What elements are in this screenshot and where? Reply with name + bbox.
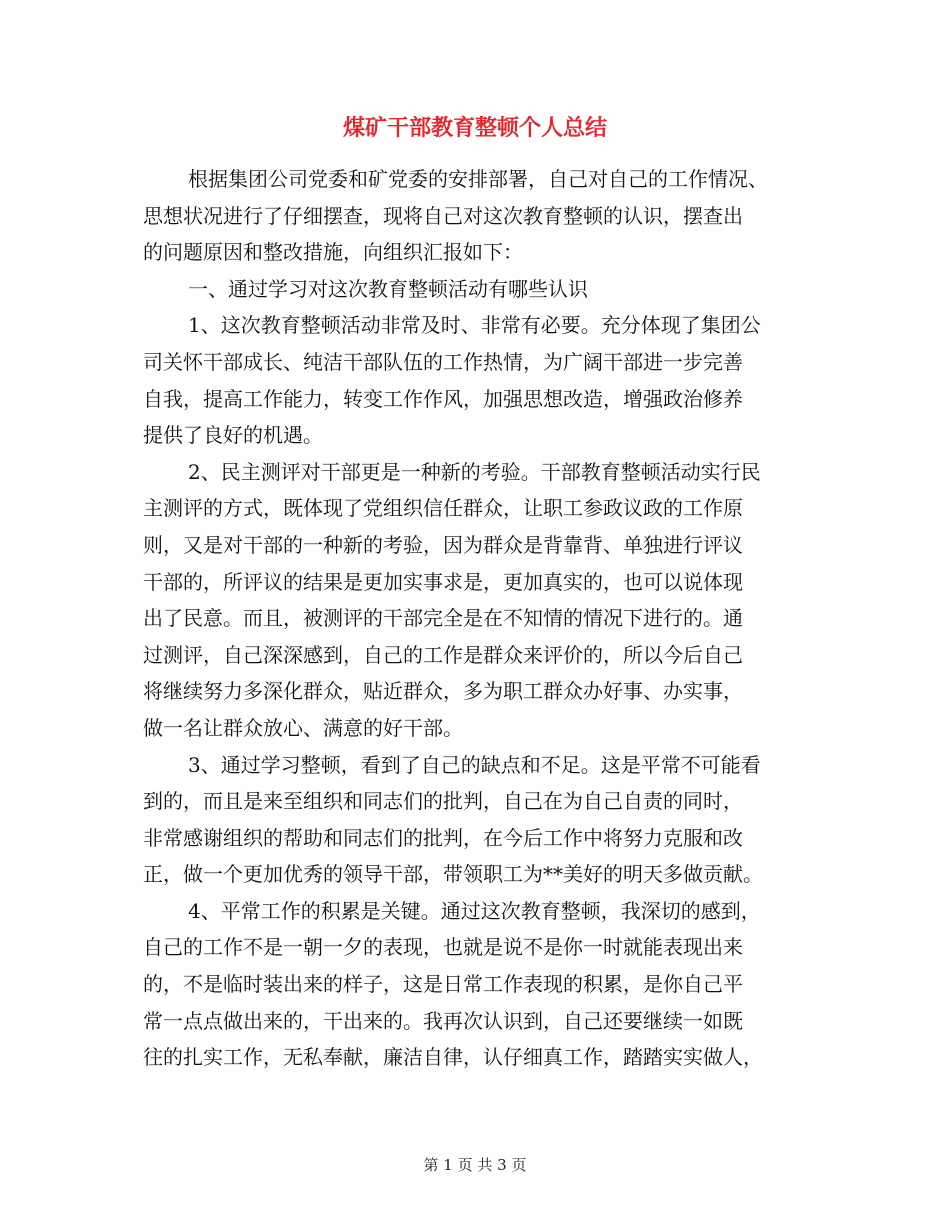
text-line: 3、通过学习整顿，看到了自己的缺点和不足。这是平常不可能看 bbox=[188, 752, 761, 777]
text-line: 的问题原因和整改措施，向组织汇报如下： bbox=[143, 240, 523, 265]
text-line: 1、这次教育整顿活动非常及时、非常有必要。充分体现了集团公 bbox=[188, 313, 761, 338]
document-title: 煤矿干部教育整顿个人总结 bbox=[342, 116, 607, 141]
text-line: 非常感谢组织的帮助和同志们的批判，在今后工作中将努力克服和改 bbox=[143, 825, 743, 850]
text-line: 4、平常工作的积累是关键。通过这次教育整顿，我深切的感到， bbox=[188, 898, 761, 923]
text-line: 根据集团公司党委和矿党委的安排部署，自己对自己的工作情况、 bbox=[188, 167, 768, 191]
text-line: 的，不是临时装出来的样子，这是日常工作表现的积累，是你自己平 bbox=[143, 972, 743, 997]
text-line: 提供了良好的机遇。 bbox=[143, 423, 323, 448]
page-number-footer: 第 1 页 共 3 页 bbox=[423, 1156, 527, 1174]
text-line: 出了民意。而且，被测评的干部完全是在不知情的情况下进行的。通 bbox=[143, 606, 743, 631]
text-line: 自己的工作不是一朝一夕的表现，也就是说不是你一时就能表现出来 bbox=[143, 935, 743, 960]
text-line: 常一点点做出来的，干出来的。我再次认识到，自己还要继续一如既 bbox=[143, 1008, 743, 1033]
text-line: 做一名让群众放心、满意的好干部。 bbox=[143, 715, 463, 740]
text-line: 往的扎实工作，无私奉献，廉洁自律，认仔细真工作，踏踏实实做人， bbox=[143, 1045, 763, 1070]
text-line: 过测评，自己深深感到，自己的工作是群众来评价的，所以今后自己 bbox=[143, 642, 743, 667]
text-line: 思想状况进行了仔细摆查，现将自己对这次教育整顿的认识，摆查出 bbox=[143, 203, 743, 228]
document-body bbox=[143, 161, 809, 1076]
text-line: 2、民主测评对干部更是一种新的考验。干部教育整顿活动实行民 bbox=[188, 459, 761, 484]
text-line: 正，做一个更加优秀的领导干部，带领职工为**美好的明天多做贡献。 bbox=[143, 862, 763, 887]
text-line: 自我，提高工作能力，转变工作作风，加强思想改造，增强政治修养 bbox=[143, 386, 743, 411]
text-line: 干部的，所评议的结果是更加实事求是，更加真实的，也可以说体现 bbox=[143, 569, 743, 594]
section-heading: 一、通过学习对这次教育整顿活动有哪些认识 bbox=[188, 276, 588, 301]
text-line: 则，又是对干部的一种新的考验，因为群众是背靠背、单独进行评议 bbox=[143, 532, 743, 557]
text-line: 到的，而且是来至组织和同志们的批判，自己在为自己自责的同时， bbox=[143, 789, 743, 814]
text-line: 主测评的方式，既体现了党组织信任群众，让职工参政议政的工作原 bbox=[143, 496, 743, 521]
text-line: 将继续努力多深化群众，贴近群众，多为职工群众办好事、办实事， bbox=[143, 679, 743, 704]
text-line: 司关怀干部成长、纯洁干部队伍的工作热情，为广阔干部进一步完善 bbox=[143, 349, 743, 374]
